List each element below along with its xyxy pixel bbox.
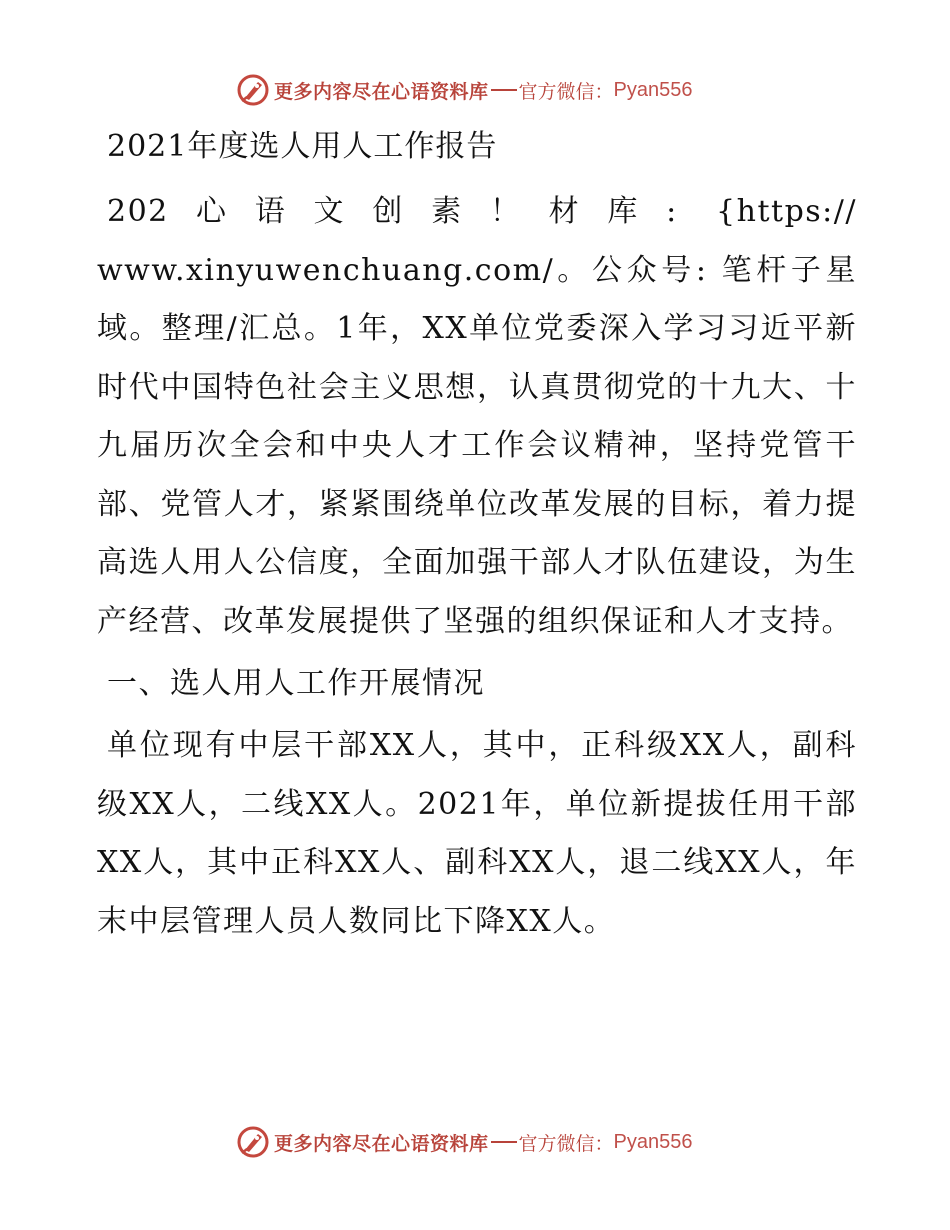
document-body [97, 118, 857, 951]
pen-nib-logo-icon [236, 1125, 270, 1159]
section-paragraph: 单位现有中层干部XX人，其中，正科级XX人，副科级XX人，二线XX人。2021年，单位新提拔任用干部XX人，其中正科XX人、副科XX人，退二线XX人，年末中层管理人员人数同比下降XX人。 [97, 728, 857, 939]
banner-contact-id: Pyan556 [613, 1130, 693, 1153]
banner-contact-label: 官方微信： [518, 1132, 614, 1155]
banner-dash [491, 89, 517, 91]
section-heading: 一、选人用人工作开展情况 [107, 666, 485, 701]
banner-contact-label: 官方微信： [518, 80, 614, 103]
banner-contact-id: Pyan556 [613, 78, 693, 101]
pen-nib-logo-icon [236, 73, 270, 107]
header-watermark-banner [236, 72, 693, 108]
intro-paragraph: 202心语文创素！材库: {https:// www.xinyuwenchuang.com/。公众号: 笔杆子星域。整理/汇总。1年，XX单位党委深入学习习近平新时代中国特色社会主义思想，认真贯彻党的十九大、十九届历次全会和中央人才工作会议精神，坚持党管干部、党管人才，紧紧围绕单位改革发展的目标，着力提高选人用人公信度，全面加强干部人才队伍建设，为生产经营、改革发展提供了坚强的组织保证和人才支持。 [97, 194, 857, 639]
document-title: 2021年度选人用人工作报告 [107, 129, 498, 164]
banner-site-text: 更多内容尽在心语资料库 [274, 80, 489, 103]
banner-dash [491, 1141, 517, 1143]
banner-site-text: 更多内容尽在心语资料库 [274, 1132, 489, 1155]
footer-watermark-banner [236, 1124, 693, 1160]
